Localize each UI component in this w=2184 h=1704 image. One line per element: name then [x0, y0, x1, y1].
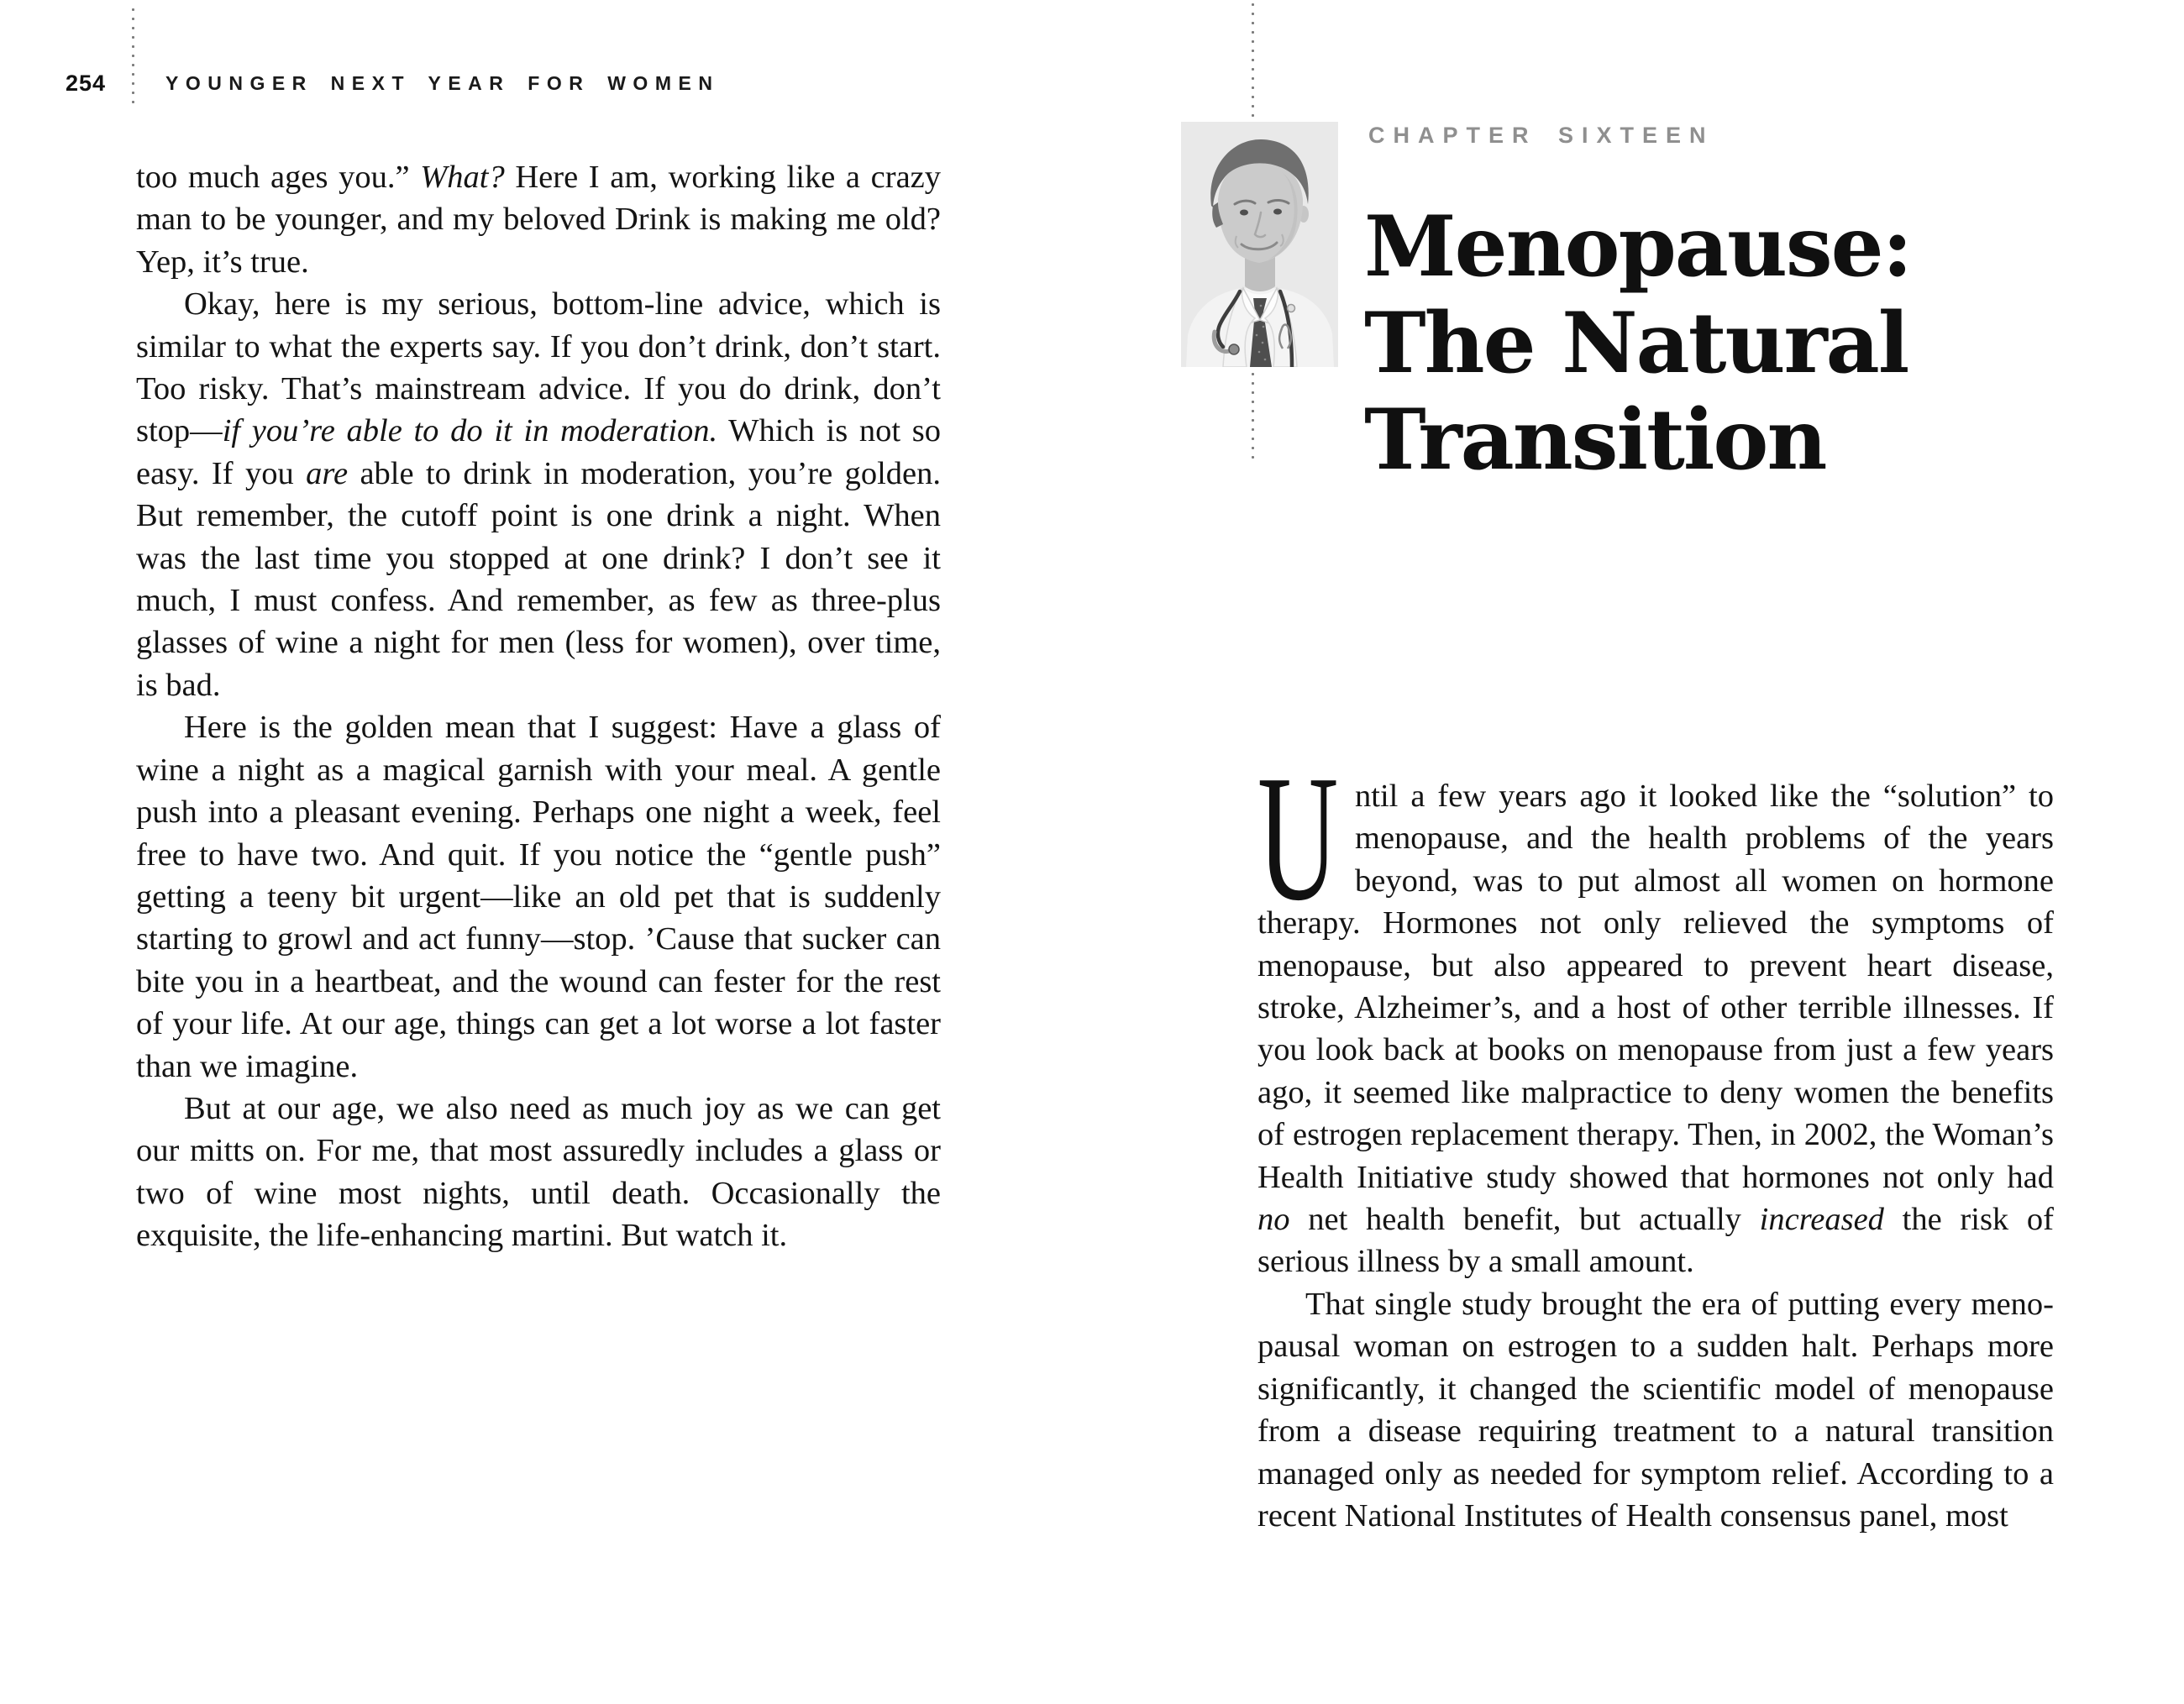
running-header: YOUNGER NEXT YEAR FOR WOMEN — [165, 72, 720, 94]
paragraph — [1257, 737, 2055, 1283]
chapter-title — [1364, 199, 1911, 489]
body-text: Here is the golden mean that I suggest: Have a glass of wine a night as a magical garnish with your meal. A gentle push into a pleasant evening. Perhaps one night a week, feel free to have two. And quit. If you notice the “gentle push” getting a teeny bit urgent—like an old pet that is suddenly starting to growl and act funny—stop. ’Cause that sucker can bite you in a heartbeat, and the wound can fester for the rest of your life. At our age, things can get a lot worse a lot faster than we imagine. — [136, 710, 941, 1084]
doctor-portrait-illustration — [1181, 122, 1338, 367]
paragraph — [1257, 1283, 2054, 1537]
doctor-photo — [1181, 122, 1338, 367]
body-text: the risk of serious illness by a small amount. — [1257, 1202, 2055, 1280]
chapter-title-line-3: Transition — [1364, 391, 1826, 489]
body-text-italic: are — [306, 455, 349, 491]
body-text: Here I am, working like a crazy man to be younger, and my beloved Drink is making me old? Yep, it’s true. — [136, 160, 941, 280]
right-page-body — [1257, 737, 2055, 1537]
body-text: But at our age, we also need as much joy as we can get our mitts on. For me, that most assuredly includes a glass or two of wine most nights, until death. Occasionally the exquisite, the life-enhancing martini. But watch it. — [136, 1090, 941, 1254]
paragraph — [136, 156, 941, 283]
body-text: Which is not so easy. If you — [136, 413, 941, 491]
body-text: ntil a few years ago it looked like the “solution” to menopause, and the health problems of the years beyond, was to put almost all women on hormone therapy. Hormones not only relieved the symptoms of menopause, but also appeared to prevent heart disease, stroke, Alzheimer’s, and a host of other terrible illnesses. If you look back at books on menopause from just a few years ago, it seemed like malpractice to deny women the benefits of estrogen replacement therapy. Then, in 2002, the Woman’s Health Initiative study showed that hormones not only had — [1257, 779, 2054, 1195]
body-text-italic: increased — [1759, 1202, 1884, 1238]
body-text: net health benefit, but actually — [1289, 1202, 1760, 1238]
paragraph — [136, 706, 941, 1088]
body-text-italic: What? — [420, 160, 505, 195]
paragraph — [136, 1088, 941, 1257]
body-text: Okay, here is my serious, bottom-line advice, which is similar to what the experts say. If you don’t drink, don’t start. Too risky. That’s mainstream advice. If you do drink, don’t stop— — [136, 286, 941, 449]
dotted-divider-left — [132, 5, 134, 107]
body-text: able to drink in moderation, you’re golden. But remember, the cutoff point is one drink a night. When was the last time you stopped at one drink? I don’t see it much, I must confess. And remember, as few as three-plus glasses of wine a night for men (less for women), over time, is bad. — [136, 455, 941, 703]
body-text: That single study brought the era of putting every menopausal woman on estrogen to a sudden halt. Perhaps more significantly, it changed the scientific model of menopause from a disease requiring treatment to a natural transition managed only as needed for symptom relief. According to a recent National Institutes of Health consensus panel, most — [1257, 1286, 2054, 1534]
drop-cap: U — [1257, 737, 1339, 938]
body-text-italic: if you’re able to do it in moderation. — [222, 413, 718, 449]
left-page-body — [136, 156, 941, 1257]
paragraph — [136, 283, 941, 706]
page-number: 254 — [65, 71, 106, 96]
chapter-label: CHAPTER SIXTEEN — [1368, 123, 1714, 148]
eye — [1273, 209, 1282, 215]
body-text-italic: no — [1257, 1202, 1290, 1238]
lapel-pin — [1288, 305, 1295, 312]
chapter-title-line-1: Menopause: — [1364, 198, 1912, 296]
eye — [1240, 210, 1248, 216]
chapter-title-line-2: The Natural — [1364, 295, 1908, 392]
body-text: too much ages you.” — [136, 160, 421, 195]
